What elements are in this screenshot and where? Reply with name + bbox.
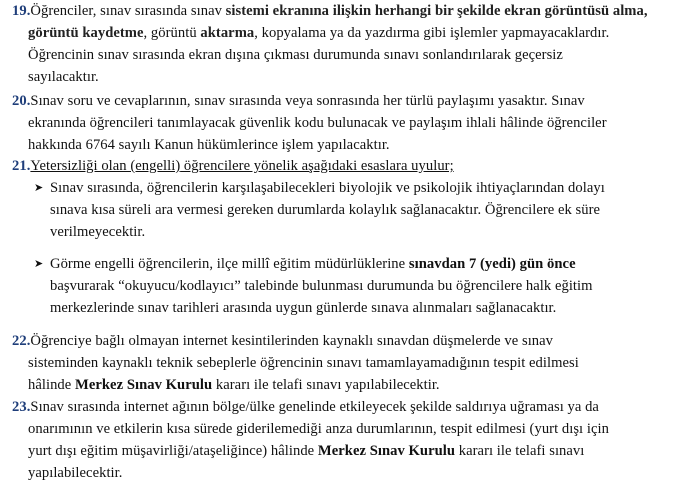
bullet-item-2 bbox=[34, 253, 664, 319]
rule-item-23 bbox=[12, 396, 664, 484]
arrowhead-bullet-icon: ➤ bbox=[34, 257, 44, 270]
rule-line: görüntü kaydetme, görüntü aktarma, kopyalama ya da yazdırma gibi işlemler yapmayacaklardır. bbox=[28, 25, 610, 41]
item-number: 20. bbox=[12, 93, 31, 109]
bullet-line: merkezlerinde sınav tarihleri arasında uygun günlerde sınava alınmaları sağlanacaktır. bbox=[50, 300, 557, 316]
rule-line: 21.Yetersizliği olan (engelli) öğrencilere yönelik aşağıdaki esaslara uyulur; bbox=[12, 158, 454, 174]
rule-line: yapılabilecektir. bbox=[28, 465, 123, 481]
rule-line: 22.Öğrenciye bağlı olmayan internet kesintilerinden kaynaklı sınavdan düşmelerde ve sınav bbox=[12, 333, 554, 349]
rule-line: Öğrencinin sınav sırasında ekran dışına çıkması durumunda sınavı sonlandırılarak geçersiz bbox=[28, 47, 563, 63]
item-number: 23. bbox=[12, 399, 31, 415]
arrowhead-bullet-icon: ➤ bbox=[34, 181, 44, 194]
rule-line: sisteminden kaynaklı teknik sebeplerle öğrencinin sınavı tamamlayamadığının tespit edilmesi bbox=[28, 355, 579, 371]
rule-line: sayılacaktır. bbox=[28, 69, 99, 85]
rule-item-21 bbox=[12, 155, 664, 177]
rule-item-22 bbox=[12, 330, 664, 396]
rule-item-19 bbox=[12, 0, 664, 88]
rule-item-20 bbox=[12, 90, 664, 156]
rule-line: yurt dışı eğitim müşavirliği/ataşeliğince) hâlinde Merkez Sınav Kurulu kararı ile telafi sınavı bbox=[28, 443, 585, 459]
bullet-line: Görme engelli öğrencilerin, ilçe millî eğitim müdürlüklerine sınavdan 7 (yedi) gün önce bbox=[50, 256, 576, 272]
item-number: 22. bbox=[12, 333, 31, 349]
rule-line: 20.Sınav soru ve cevaplarının, sınav sırasında veya sonrasında her türlü paylaşımı yasaktır. Sınav bbox=[12, 93, 585, 109]
rule-line: 23.Sınav sırasında internet ağının bölge/ülke genelinde etkileyecek şekilde saldırıya uğraması ya da bbox=[12, 399, 599, 415]
bullet-line: verilmeyecektir. bbox=[50, 224, 146, 240]
bullet-line: başvurarak “okuyucu/kodlayıcı” talebinde bulunması durumunda bu öğrencilere halk eğitim bbox=[50, 278, 593, 294]
rule-line: ekranında öğrencileri tanımlayacak güvenlik kodu bulunacak ve paylaşım ihlali hâlinde öğrenciler bbox=[28, 115, 607, 131]
rule-line: onarımının ve etkilerin kısa sürede giderilemediği anza durumlarının, tespit edilmesi (yurt dışı için bbox=[28, 421, 609, 437]
rule-line: 19.Öğrenciler, sınav sırasında sınav sistemi ekranına ilişkin herhangi bir şekilde ekran görüntüsü alma, bbox=[12, 3, 648, 19]
bullet-line: Sınav sırasında, öğrencilerin karşılaşabilecekleri biyolojik ve psikolojik ihtiyaçlarından dolayı bbox=[50, 180, 605, 196]
rule-line: hâlinde Merkez Sınav Kurulu kararı ile telafi sınavı yapılabilecektir. bbox=[28, 377, 440, 393]
bullet-item-1 bbox=[34, 177, 664, 243]
item-number: 19. bbox=[12, 3, 31, 19]
bullet-line: sınava kısa süreli ara vermesi gereken durumlarda kolaylık sağlanacaktır. Öğrencilere ek süre bbox=[50, 202, 601, 218]
item-number: 21. bbox=[12, 158, 31, 174]
rule-line: hakkında 6764 sayılı Kanun hükümlerince işlem yapılacaktır. bbox=[28, 137, 390, 153]
